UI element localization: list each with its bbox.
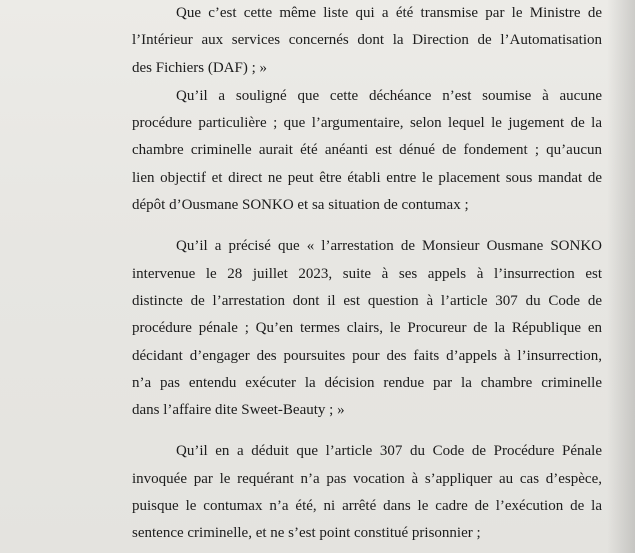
paragraph-4 [132, 438, 602, 547]
paragraph-3-line-5: décidant d’engager des poursuites pour des faits d’appels à l’insurrection, [132, 347, 602, 364]
paragraph-3-line-6: n’a pas entendu exécuter la décision rendue par la chambre criminelle [132, 374, 602, 391]
paragraph-3-line-2: intervenue le 28 juillet 2023, suite à ses appels à l’insurrection est [132, 265, 602, 282]
paragraph-3 [132, 233, 602, 424]
paragraph-gap [132, 424, 602, 438]
paragraph-4-line-1: Qu’il en a déduit que l’article 307 du Code de Procédure Pénale [176, 443, 602, 460]
page-edge-shadow [607, 0, 635, 553]
paragraph-3-line-7: dans l’affaire dite Sweet-Beauty ; » [132, 402, 345, 419]
paragraph-1-line-2: l’Intérieur aux services concernés dont la Direction de l’Automatisation [132, 32, 602, 49]
paragraph-2-line-2: procédure particulière ; que l’argumentaire, selon lequel le jugement de la [132, 115, 602, 132]
paragraph-1-line-3: des Fichiers (DAF) ; » [132, 59, 267, 76]
paragraph-3-line-4: procédure pénale ; Qu’en termes clairs, le Procureur de la République en [132, 320, 602, 337]
paragraph-2-line-4: lien objectif et direct ne peut être établi entre le placement sous mandat de [132, 169, 602, 186]
paragraph-1-line-1: Que c’est cette même liste qui a été transmise par le Ministre de [176, 5, 602, 21]
paragraph-2-line-5: dépôt d’Ousmane SONKO et sa situation de contumax ; [132, 197, 469, 214]
paragraph-2-line-1: Qu’il a souligné que cette déchéance n’est soumise à aucune [176, 87, 602, 104]
paragraph-4-line-4: sentence criminelle, et ne s’est point constitué prisonnier ; [132, 525, 481, 542]
paragraph-1 [132, 0, 602, 82]
paragraph-3-line-3: distincte de l’arrestation dont il est question à l’article 307 du Code de [132, 292, 602, 309]
document-body [132, 0, 602, 548]
paragraph-2-line-3: chambre criminelle aurait été anéanti est dénué de fondement ; qu’aucun [132, 142, 602, 159]
paragraph-4-line-3: puisque le contumax n’a été, ni arrêté dans le cadre de l’exécution de la [132, 498, 602, 515]
paragraph-gap [132, 219, 602, 233]
paragraph-4-line-2: invoquée par le requérant n’a pas vocation à s’appliquer au cas d’espèce, [132, 470, 602, 487]
paragraph-2 [132, 83, 602, 219]
paragraph-3-line-1: Qu’il a précisé que « l’arrestation de Monsieur Ousmane SONKO [176, 238, 602, 255]
